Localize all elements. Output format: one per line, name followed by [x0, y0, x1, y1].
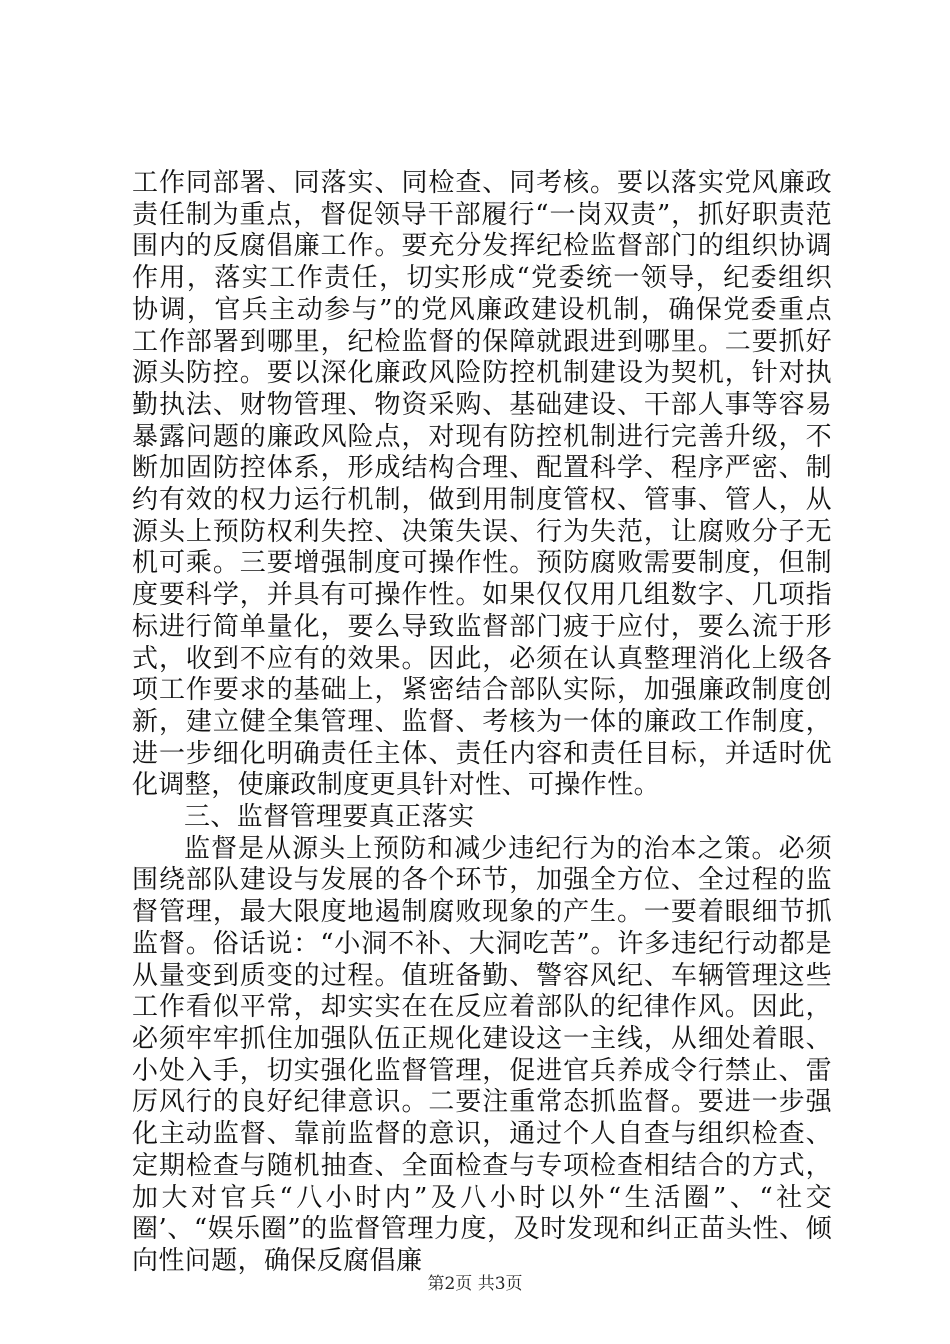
paragraph-supervision: 监督是从源头上预防和减少违纪行为的治本之策。必须围绕部队建设与发展的各个环节，加强全方位、全过程的监督管理，最大限度地遏制腐败现象的产生。一要着眼细节抓监督。俗话说：“小洞不补、大洞吃苦”。许多违纪行动都是从量变到质变的过程。值班备勤、警容风纪、车辆管理这些工作看似平常，却实实在在反应着部队的纪律作风。因此，必须牢牢抓住加强队伍正规化建设这一主线，从细处着眼、小处入手，切实强化监督管理，促进官兵养成令行禁止、雷厉风行的良好纪律意识。二要注重常态抓监督。要进一步强化主动监督、靠前监督的意识，通过个人自查与组织检查、定期检查与随机抽查、全面检查与专项检查相结合的方式，加大对官兵“八小时内”及八小时以外“生活圈”、“社交圈’、“娱乐圈”的监督管理力度，及时发现和纠正苗头性、倾向性问题，确保反腐倡廉 [132, 833, 832, 1276]
document-body [132, 168, 832, 1278]
paragraph-continuation: 工作同部署、同落实、同检查、同考核。要以落实党风廉政责任制为重点，督促领导干部履行“一岗双责”，抓好职责范围内的反腐倡廉工作。要充分发挥纪检监督部门的组织协调作用，落实工作责任，切实形成“党委统一领导，纪委组织协调，官兵主动参与”的党风廉政建设机制，确保党委重点工作部署到哪里，纪检监督的保障就跟进到哪里。二要抓好源头防控。要以深化廉政风险防控机制建设为契机，针对执勤执法、财物管理、物资采购、基础建设、干部人事等容易暴露问题的廉政风险点，对现有防控机制进行完善升级，不断加固防控体系，形成结构合理、配置科学、程序严密、制约有效的权力运行机制，做到用制度管权、管事、管人，从源头上预防权利失控、决策失误、行为失范，让腐败分子无机可乘。三要增强制度可操作性。预防腐败需要制度，但制度要科学，并具有可操作性。如果仅仅用几组数字、几项指标进行简单量化，要么导致监督部门疲于应付，要么流于形式，收到不应有的效果。因此，必须在认真整理消化上级各项工作要求的基础上，紧密结合部队实际，加强廉政制度创新，建立健全集管理、监督、考核为一体的廉政工作制度，进一步细化明确责任主体、责任内容和责任目标，并适时优化调整，使廉政制度更具针对性、可操作性。 [132, 168, 832, 801]
page-footer: 第2页 共3页 [427, 1274, 523, 1294]
section-heading: 三、监督管理要真正落实 [184, 802, 475, 833]
